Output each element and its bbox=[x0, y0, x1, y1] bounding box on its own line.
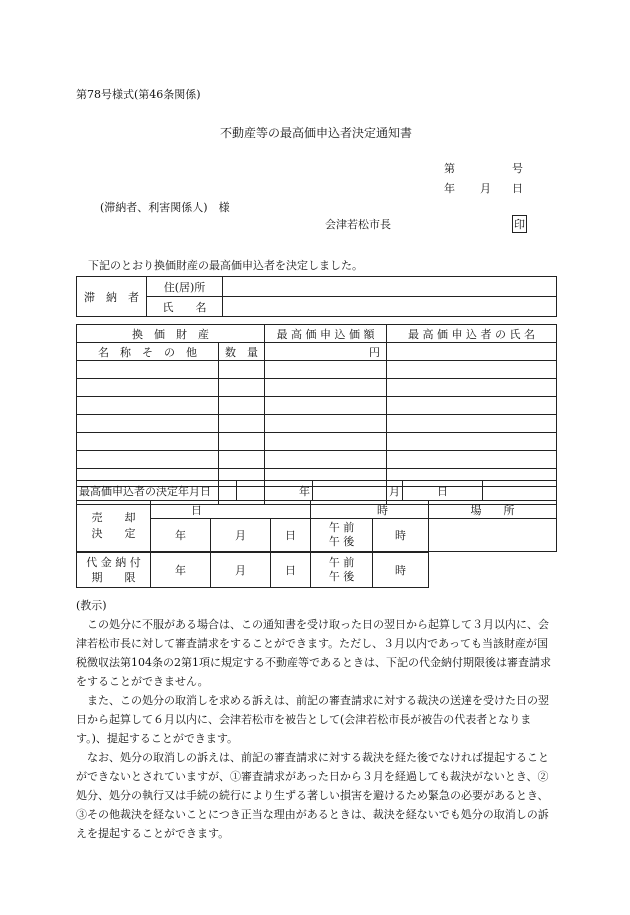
payment-nen: 年 bbox=[151, 553, 211, 588]
payment-tsuki: 月 bbox=[211, 553, 271, 588]
table-row bbox=[77, 361, 557, 379]
decision-date-table bbox=[76, 480, 557, 501]
notes-paragraph-1: この処分に不服がある場合は、この通知書を受け取った日の翌日から起算して３月以内に、会津若松市長に対して審査請求をすることができます。ただし、３月以内であっても当該財産が国税徴収法第104条の2第1項に規定する不動産等であるときは、下記の代金納付期限後は審査請求をすることができません。 bbox=[76, 618, 551, 688]
sale-label-2: 決 定 bbox=[91, 527, 136, 540]
table-row bbox=[77, 451, 557, 469]
table-row bbox=[77, 433, 557, 451]
yen-unit: 円 bbox=[265, 343, 387, 361]
payment-label bbox=[77, 553, 151, 588]
name-label: 氏 名 bbox=[147, 297, 223, 317]
date-hi: 日 bbox=[512, 182, 523, 195]
sale-nen: 年 bbox=[151, 519, 211, 552]
address-label: 住(居)所 bbox=[147, 277, 223, 297]
decision-date-label: 最高価申込者の決定年月日 bbox=[77, 481, 237, 501]
sale-am: 午 前 bbox=[328, 521, 355, 534]
decision-tsuki: 月 bbox=[313, 481, 403, 501]
address-value[interactable] bbox=[223, 277, 557, 297]
notes-heading: (教示) bbox=[76, 599, 107, 612]
payment-hi: 日 bbox=[271, 553, 311, 588]
instruction-notes bbox=[76, 596, 558, 843]
payment-am: 午 前 bbox=[328, 556, 355, 569]
decision-nen: 年 bbox=[237, 481, 313, 501]
doc-no-dai: 第 bbox=[444, 162, 455, 175]
decision-hi: 日 bbox=[403, 481, 483, 501]
sale-tsuki: 月 bbox=[211, 519, 271, 552]
payment-label-2: 期 限 bbox=[91, 571, 136, 584]
payment-pm: 午 後 bbox=[328, 570, 355, 583]
table-row bbox=[77, 397, 557, 415]
sale-hour: 時 bbox=[311, 501, 429, 519]
name-value[interactable] bbox=[223, 297, 557, 317]
notes-paragraph-2: また、この処分の取消しを求める訴えは、前記の審査請求に対する裁決の送達を受けた日の翌日から起算して６月以内に、会津若松市を被告として(会津若松市長が被告の代表者となります。)、提起することができます。 bbox=[76, 694, 549, 745]
sale-label-1: 売 却 bbox=[91, 511, 136, 524]
payment-label-1: 代 金 納 付 bbox=[86, 556, 141, 569]
date-nen: 年 bbox=[444, 182, 455, 195]
payment-table bbox=[76, 552, 557, 588]
seal-mark: 印 bbox=[512, 215, 527, 233]
issuer: 会津若松市長 bbox=[325, 218, 391, 231]
doc-no-go: 号 bbox=[512, 162, 523, 175]
addressee: (滞納者、利害関係人) 様 bbox=[100, 201, 230, 214]
sale-hi: 日 bbox=[271, 519, 311, 552]
sale-ji: 時 bbox=[373, 519, 429, 552]
payment-ji: 時 bbox=[373, 553, 429, 588]
header-bidder: 最 高 価 申 込 者 の 氏 名 bbox=[387, 325, 557, 343]
sale-table bbox=[76, 500, 557, 552]
col-name: 名 称 そ の 他 bbox=[77, 343, 219, 361]
header-asset: 換 価 財 産 bbox=[77, 325, 265, 343]
sale-ampm bbox=[311, 519, 373, 552]
sale-place: 場 所 bbox=[429, 501, 557, 519]
form-number: 第78号様式(第46条関係) bbox=[76, 88, 201, 101]
intro-text: 下記のとおり換価財産の最高価申込者を決定しました。 bbox=[88, 259, 363, 272]
sale-label bbox=[77, 501, 151, 552]
delinquent-table bbox=[76, 276, 557, 317]
sale-pm: 午 後 bbox=[328, 535, 355, 548]
notes-paragraph-3: なお、処分の取消しの訴えは、前記の審査請求に対する裁決を経た後でなければ提起することができないとされていますが、①審査請求があった日から３月を経過しても裁決がないとき、②処分、処分の執行又は手続の続行により生ずる著しい損害を避けるため緊急の必要があるとき、③その他裁決を経ないことにつき正当な理由があるときは、裁決を経ないでも処分の取消しの訴えを提起することができます。 bbox=[76, 751, 549, 840]
sale-place-value[interactable] bbox=[429, 519, 557, 552]
col-qty: 数 量 bbox=[219, 343, 265, 361]
table-row bbox=[77, 379, 557, 397]
document-title: 不動産等の最高価申込者決定通知書 bbox=[220, 126, 413, 140]
header-price: 最 高 価 申 込 価 額 bbox=[265, 325, 387, 343]
sale-day: 日 bbox=[151, 501, 311, 519]
date-tsuki: 月 bbox=[480, 182, 491, 195]
assets-table bbox=[76, 324, 557, 505]
payment-ampm bbox=[311, 553, 373, 588]
bidder-cell[interactable] bbox=[387, 343, 557, 361]
delinquent-label: 滞 納 者 bbox=[77, 277, 147, 317]
table-row bbox=[77, 415, 557, 433]
